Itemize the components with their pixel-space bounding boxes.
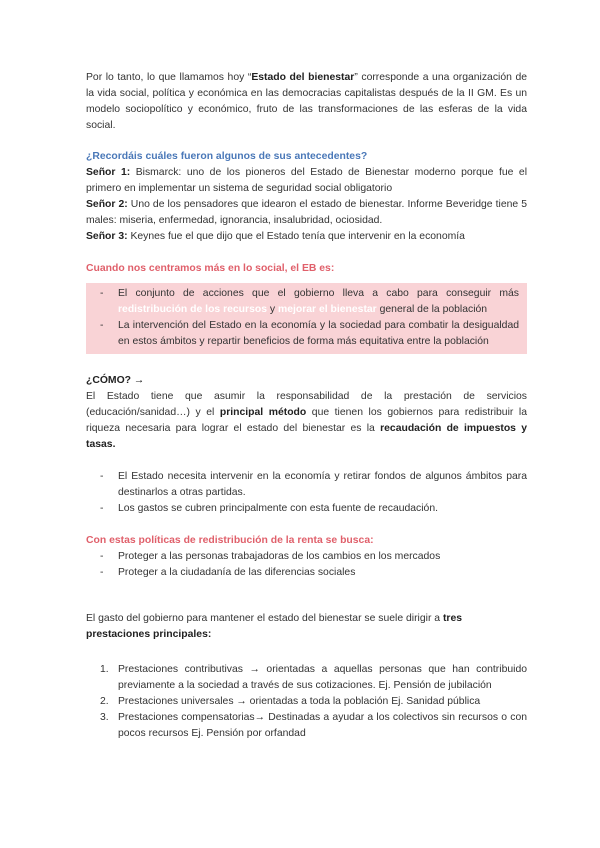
social-title: Cuando nos centramos más en lo social, el EB es: bbox=[86, 263, 335, 274]
gasto-bold: tres prestaciones principales: bbox=[86, 613, 463, 640]
renta-bullet-2-text: Proteger a la ciudadanía de las diferencias sociales bbox=[118, 567, 356, 578]
prestacion-3 bbox=[86, 710, 527, 742]
antecedente-1-text: Bismarck: uno de los pioneros del Estado de Bienestar moderno porque fue el primero en implementar un sistema de seguridad social obligatorio bbox=[86, 167, 528, 194]
antecedente-2-text: Uno de los pensadores que idearon el estado de bienestar. Informe Beveridge tiene 5 males: miseria, enfermedad, ignorancia, insalubridad, ociosidad. bbox=[86, 199, 527, 226]
como-text-1: El Estado tiene que asumir la responsabilidad de la prestación de servicios (educación/sanidad…) y el bbox=[86, 391, 527, 418]
dash-bullet: - bbox=[100, 471, 104, 482]
dash-bullet: - bbox=[100, 503, 104, 514]
antecedente-1-label: Señor 1: bbox=[86, 167, 131, 178]
prestacion-2 bbox=[86, 694, 527, 710]
como-title: ¿CÓMO? → bbox=[86, 375, 145, 386]
como-paragraph bbox=[86, 389, 527, 453]
renta-bullets bbox=[86, 549, 527, 581]
dash-bullet: - bbox=[100, 567, 104, 578]
document-page bbox=[86, 70, 527, 742]
highlight-redistribucion: redistribución de los recursos bbox=[118, 304, 267, 315]
antecedente-2 bbox=[86, 197, 527, 229]
como-bullets bbox=[86, 469, 527, 517]
gasto-text: El gasto del gobierno para mantener el estado del bienestar se suele dirigir a bbox=[86, 613, 443, 624]
intro-text-1: Por lo tanto, lo que llamamos hoy “ bbox=[86, 72, 252, 83]
prestaciones-list bbox=[86, 662, 527, 742]
list-number: 3. bbox=[100, 712, 109, 723]
social-bullet-2 bbox=[86, 318, 519, 350]
como-bullet-1-text: El Estado necesita intervenir en la economía y retirar fondos de algunos ámbitos para destinarlos a otras partidas. bbox=[118, 471, 527, 498]
antecedente-1 bbox=[86, 165, 527, 197]
prestacion-3-text: Prestaciones compensatorias→ Destinadas a ayudar a los colectivos sin recursos o con pocos recursos Ej. Pensión por orfandad bbox=[118, 712, 527, 739]
list-number: 1. bbox=[100, 664, 109, 675]
gasto-paragraph bbox=[86, 611, 527, 643]
como-bold-2: recaudación de impuestos y tasas. bbox=[86, 423, 527, 450]
como-bullet-2-text: Los gastos se cubren principalmente con esta fuente de recaudación. bbox=[118, 503, 439, 514]
intro-bold-term: Estado del bienestar bbox=[251, 72, 355, 83]
prestacion-2-text: Prestaciones universales → orientadas a toda la población Ej. Sanidad pública bbox=[118, 696, 481, 707]
prestacion-1 bbox=[86, 662, 527, 694]
antecedente-3-text: Keynes fue el que dijo que el Estado tenía que intervenir en la economía bbox=[127, 231, 465, 242]
como-bold-1: principal método bbox=[219, 407, 307, 418]
renta-title: Con estas políticas de redistribución de la renta se busca: bbox=[86, 535, 374, 546]
antecedente-2-label: Señor 2: bbox=[86, 199, 128, 210]
como-bullet-1 bbox=[86, 469, 527, 501]
antecedente-3 bbox=[86, 229, 527, 245]
social-bullet-1-text: El conjunto de acciones que el gobierno lleva a cabo para conseguir más bbox=[118, 288, 519, 299]
como-bullet-2 bbox=[86, 501, 527, 517]
renta-bullet-1-text: Proteger a las personas trabajadoras de los cambios en los mercados bbox=[118, 551, 441, 562]
dash-bullet: - bbox=[100, 320, 104, 331]
dash-bullet: - bbox=[100, 551, 104, 562]
renta-bullet-2 bbox=[86, 565, 527, 581]
highlight-bienestar: mejorar el bienestar bbox=[277, 304, 377, 315]
dash-bullet: - bbox=[100, 288, 104, 299]
social-bullet-2-text: La intervención del Estado en la economía y la sociedad para combatir la desigualdad en estos ámbitos y repartir beneficios de forma más equitativa entre la población bbox=[118, 320, 519, 347]
social-bullet-1-end: general de la población bbox=[376, 304, 488, 315]
como-text-2: que tienen los gobiernos para redistribuir la riqueza necesaria para lograr el estado del bienestar es la bbox=[86, 407, 527, 434]
renta-bullet-1 bbox=[86, 549, 527, 565]
social-bullet-1 bbox=[86, 286, 519, 318]
antecedente-3-label: Señor 3: bbox=[86, 231, 128, 242]
antecedentes-question: ¿Recordáis cuáles fueron algunos de sus antecedentes? bbox=[86, 151, 368, 162]
list-number: 2. bbox=[100, 696, 109, 707]
social-highlight-box bbox=[86, 283, 527, 354]
social-bullet-1-and: y bbox=[266, 304, 278, 315]
intro-paragraph bbox=[86, 70, 527, 134]
prestacion-1-text: Prestaciones contributivas → orientadas a aquellas personas que han contribuido previamente a la sociedad a través de sus cotizaciones. Ej. Pensión de jubilación bbox=[118, 664, 527, 691]
intro-text-2: ” corresponde a una organización de la vida social, política y económica en las democracias capitalistas después de la II GM. Es un modelo sociopolítico y económico, fruto de las transformaciones de las esferas de la vida social. bbox=[86, 72, 528, 131]
